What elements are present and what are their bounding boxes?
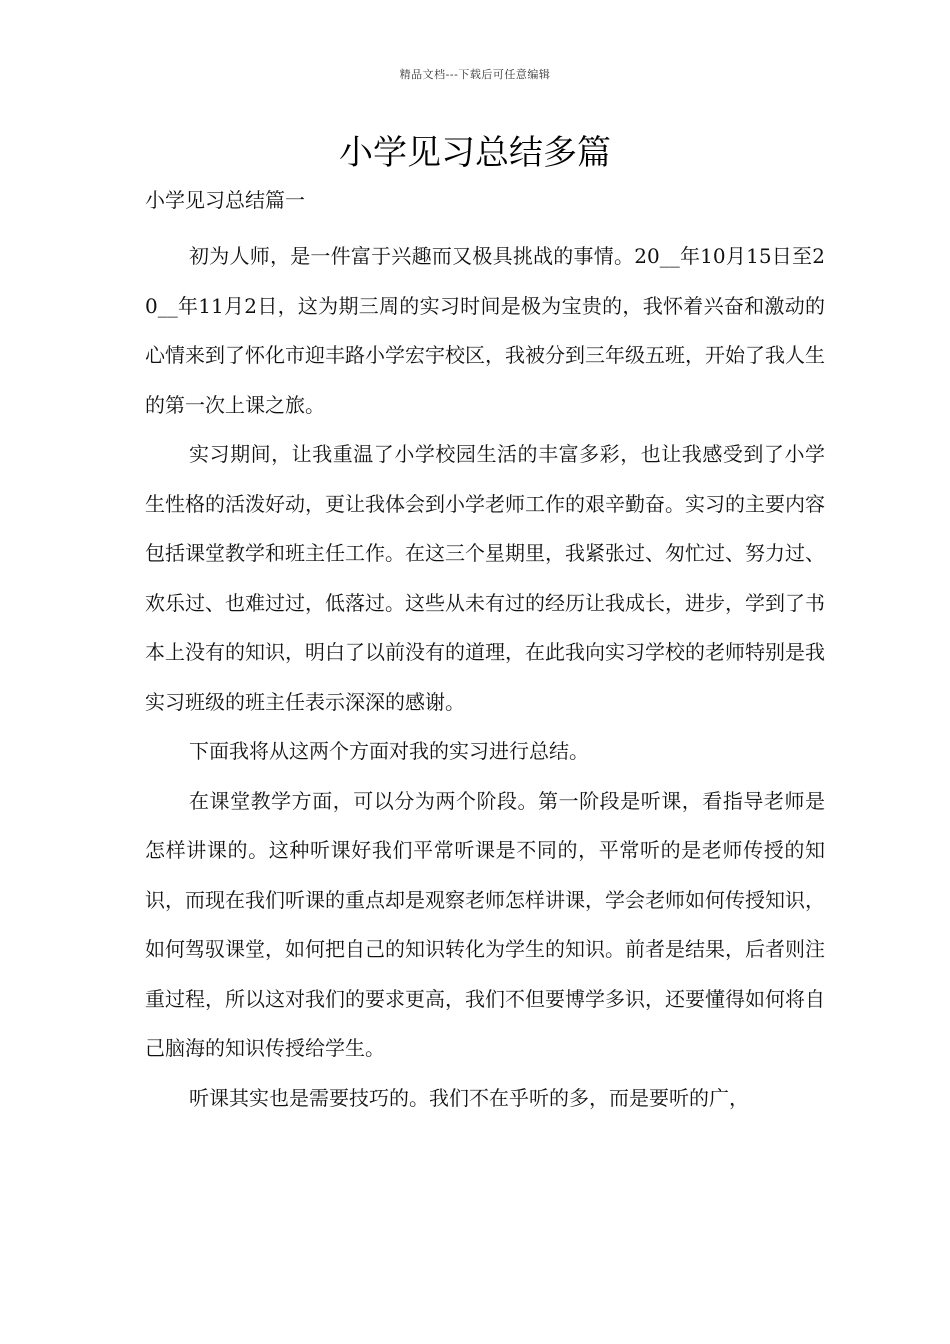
page-title: 小学见习总结多篇 <box>339 133 611 173</box>
document-body <box>145 182 825 1123</box>
paragraph: 听课其实也是需要技巧的。我们不在乎听的多，而是要听的广， <box>189 1085 749 1110</box>
header-note: 精品文档---下载后可任意编辑 <box>399 68 551 81</box>
paragraph: 实习期间，让我重温了小学校园生活的丰富多彩，也让我感受到了小学生性格的活泼好动，更让我体会到小学老师工作的艰辛勤奋。实习的主要内容包括课堂教学和班主任工作。在这三个星期里，我紧张过、匆忙过、努力过、欢乐过、也难过过，低落过。这些从未有过的经历让我成长，进步，学到了书本上没有的知识，明白了以前没有的道理，在此我向实习学校的老师特别是我实习班级的班主任表示深深的感谢。 <box>145 442 825 714</box>
section-heading: 小学见习总结篇一 <box>145 188 305 212</box>
paragraph: 在课堂教学方面，可以分为两个阶段。第一阶段是听课，看指导老师是怎样讲课的。这种听课好我们平常听课是不同的，平常听的是老师传授的知识，而现在我们听课的重点却是观察老师怎样讲课，学会老师如何传授知识，如何驾驭课堂，如何把自己的知识转化为学生的知识。前者是结果，后者则注重过程，所以这对我们的要求更高，我们不但要博学多识，还要懂得如何将自己脑海的知识传授给学生。 <box>145 788 825 1060</box>
paragraph: 下面我将从这两个方面对我的实习进行总结。 <box>189 739 589 763</box>
paragraph: 初为人师，是一件富于兴趣而又极具挑战的事情。20__年10月15日至20__年11月2日，这为期三周的实习时间是极为宝贵的，我怀着兴奋和激动的心情来到了怀化市迎丰路小学宏宇校区，我被分到三年级五班，开始了我人生的第一次上课之旅。 <box>145 244 825 417</box>
